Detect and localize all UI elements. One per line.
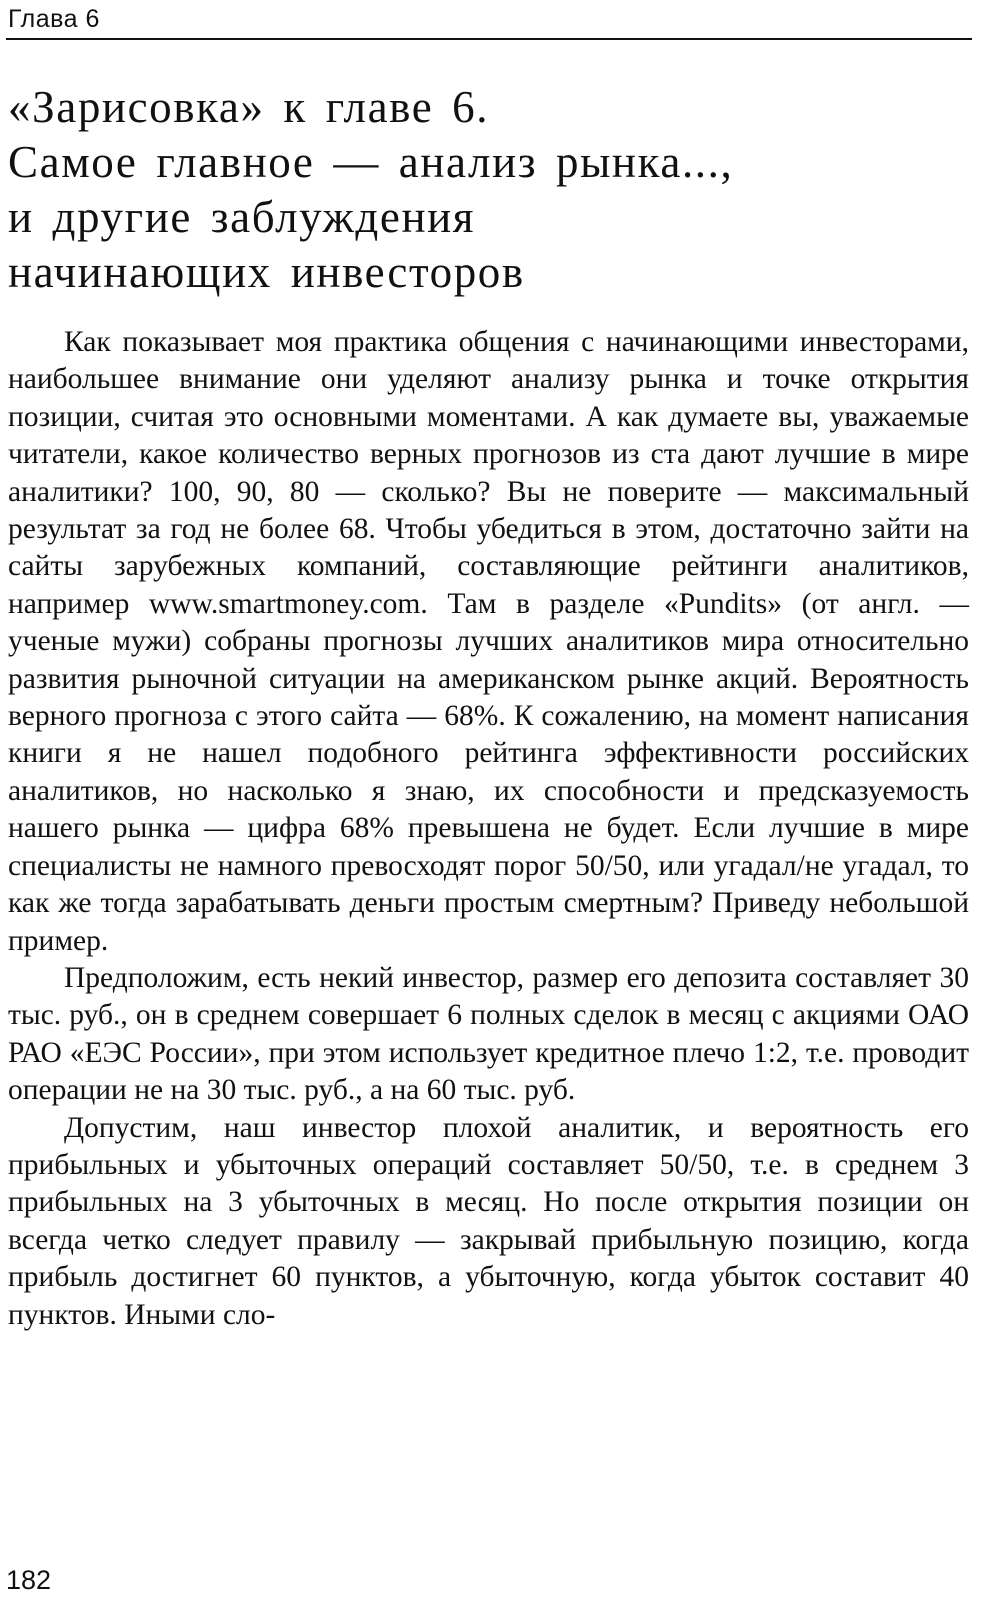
chapter-title-line: «Зарисовка» к главе 6. [8, 82, 490, 132]
paragraph: Как показывает моя практика общения с начинающими инвесторами, наибольшее внимание они уделяют анализу рынка и точке открытия позиции, считая это основными моментами. А как думаете вы, уважаемые читатели, какое количество верных прогнозов из ста дают лучшие в мире аналитики? 100, 90, 80 — сколько? Вы не поверите — максимальный результат за год не более 68. Чтобы убедиться в этом, достаточно зайти на сайты зарубежных компаний, составляющие рейтинги аналитиков, например www.smartmoney.com. Там в разделе «Pundits» (от англ. — ученые мужи) собраны прогнозы лучших аналитиков мира относительно развития рыночной ситуации на американском рынке акций. Вероятность верного прогноза с этого сайта — 68%. К сожалению, на момент написания книги я не нашел подобного рейтинга эффективности российских аналитиков, но насколько я знаю, их способности и предсказуемость нашего рынка — цифра 68% превышена не будет. Если лучшие в мире специалисты не намного превосходят порог 50/50, или угадал/не угадал, то как же тогда зарабатывать деньги простым смертным? Приведу небольшой пример. [8, 326, 969, 957]
chapter-title-line: Самое главное — анализ рынка..., [8, 137, 734, 187]
running-head: Глава 6 [8, 5, 100, 33]
body-text [8, 324, 969, 1334]
page-number: 182 [6, 1565, 52, 1595]
chapter-title-line: начинающих инвесторов [8, 247, 525, 297]
paragraph: Предположим, есть некий инвестор, размер его депозита составляет 30 тыс. руб., он в среднем совершает 6 полных сделок в месяц с акциями ОАО РАО «ЕЭС России», при этом использует кредитное плечо 1:2, т.е. проводит операции не на 30 тыс. руб., а на 60 тыс. руб. [8, 961, 969, 1107]
header-rule [6, 38, 972, 40]
chapter-title-line: и другие заблуждения [8, 192, 476, 242]
chapter-title [8, 80, 968, 300]
paragraph: Допустим, наш инвестор плохой аналитик, и вероятность его прибыльных и убыточных операций составляет 50/50, т.е. в среднем 3 прибыльных на 3 убыточных в месяц. Но после открытия позиции он всегда четко следует правилу — закрывай прибыльную позицию, когда прибыль достигнет 60 пунктов, а убыточную, когда убыток составит 40 пунктов. Иными сло- [8, 1111, 969, 1331]
